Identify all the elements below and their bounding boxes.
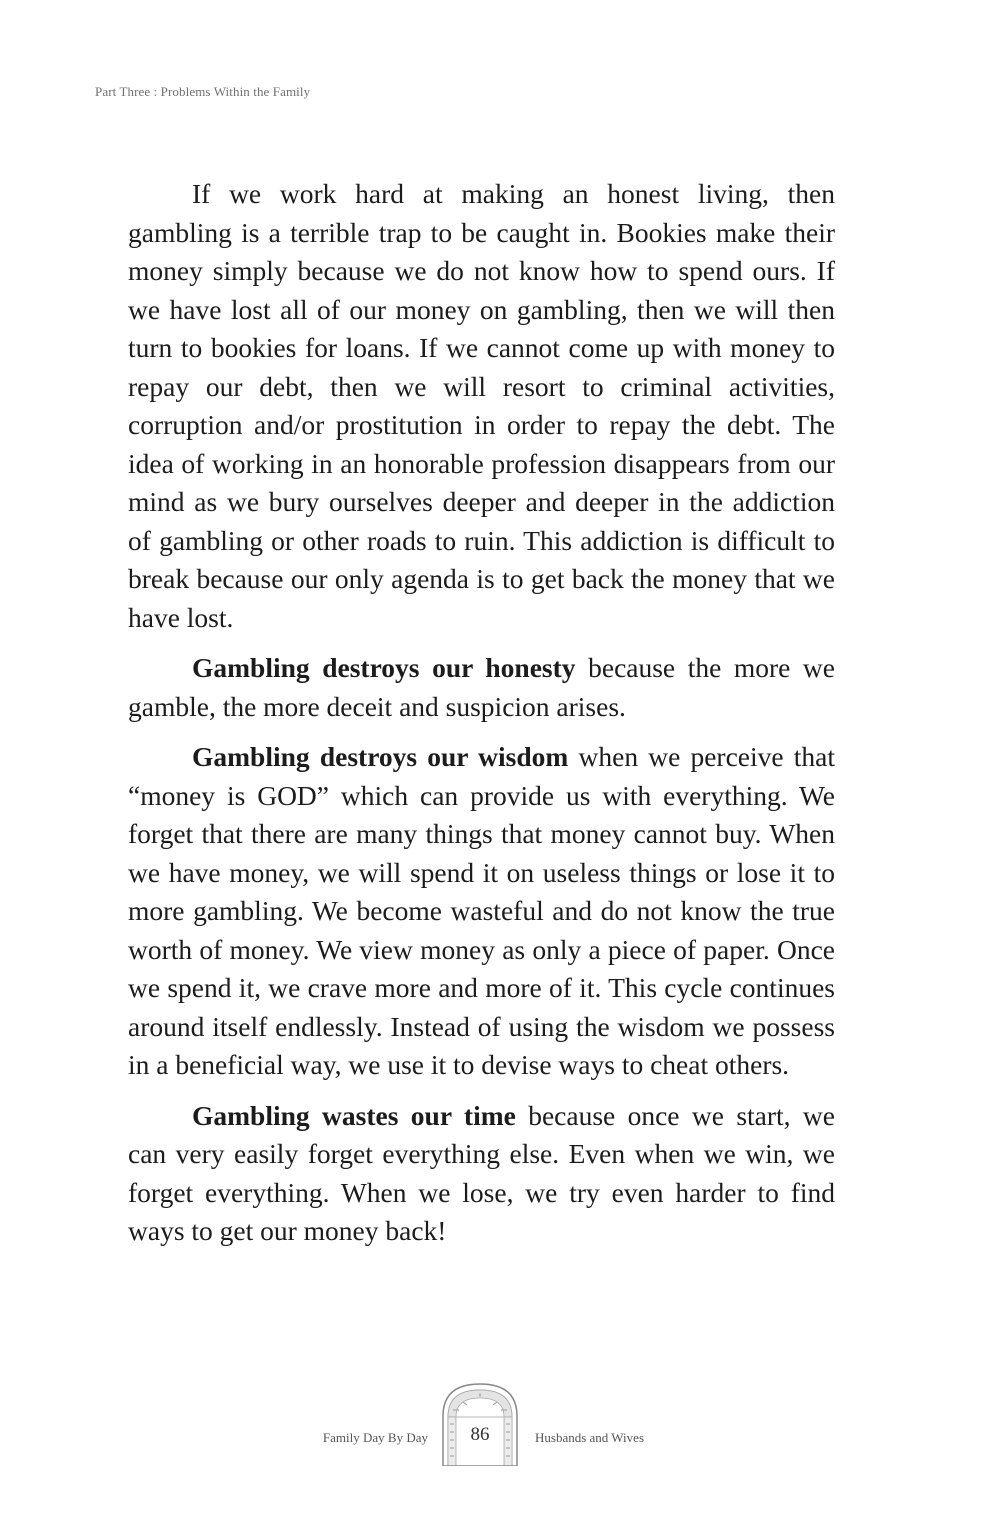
paragraph-4 xyxy=(128,1097,835,1251)
paragraph-1: If we work hard at making an honest living, then gambling is a terrible trap to be caught in. Bookies make their money simply because we do not know how to spend ours. If we have lost all of our money on gambling, then we will then turn to bookies for loans. If we cannot come up with money to repay our debt, then we will resort to criminal activities, corruption and/or prostitution in order to repay the debt. The idea of working in an honorable profession disappears from our mind as we bury ourselves deeper and deeper in the addiction of gambling or other roads to ruin. This addiction is difficult to break because our only agenda is to get back the money that we have lost. xyxy=(128,178,835,633)
paragraph-3-text: when we perceive that “money is GOD” which can provide us with everything. We forget that there are many things that money cannot buy. When we have money, we will spend it on useless things or lose it to more gambling. We become wasteful and do not know the true worth of money. We view money as only a piece of paper. Once we spend it, we crave more and more of it. This cycle continues around itself endlessly. Instead of using the wisdom we possess in a beneficial way, we use it to devise ways to cheat others. xyxy=(128,741,835,1080)
paragraph-4-lead: Gambling wastes our time xyxy=(192,1099,516,1131)
footer-section-title: Husbands and Wives xyxy=(535,1430,645,1445)
arch-frame-icon xyxy=(437,1380,523,1466)
body-text xyxy=(128,175,835,1263)
paragraph-3-lead: Gambling destroys our wisdom xyxy=(192,741,569,772)
running-head: Part Three : Problems Within the Family xyxy=(95,84,311,99)
paragraph-2-lead: Gambling destroys our honesty xyxy=(192,652,576,683)
footer-book-title: Family Day By Day xyxy=(322,1430,428,1445)
page-footer xyxy=(0,1380,1000,1470)
page-number: 86 xyxy=(470,1424,490,1445)
paragraph-4-text: because once we start, we can very easily forget everything else. Even when we win, we forget everything. When we lose, we try even harder to find ways to get our money back! xyxy=(128,1099,835,1246)
paragraph-2 xyxy=(128,649,835,726)
paragraph-2-text: because the more we gamble, the more deceit and suspicion arises. xyxy=(128,652,835,722)
paragraph-3 xyxy=(128,738,835,1085)
